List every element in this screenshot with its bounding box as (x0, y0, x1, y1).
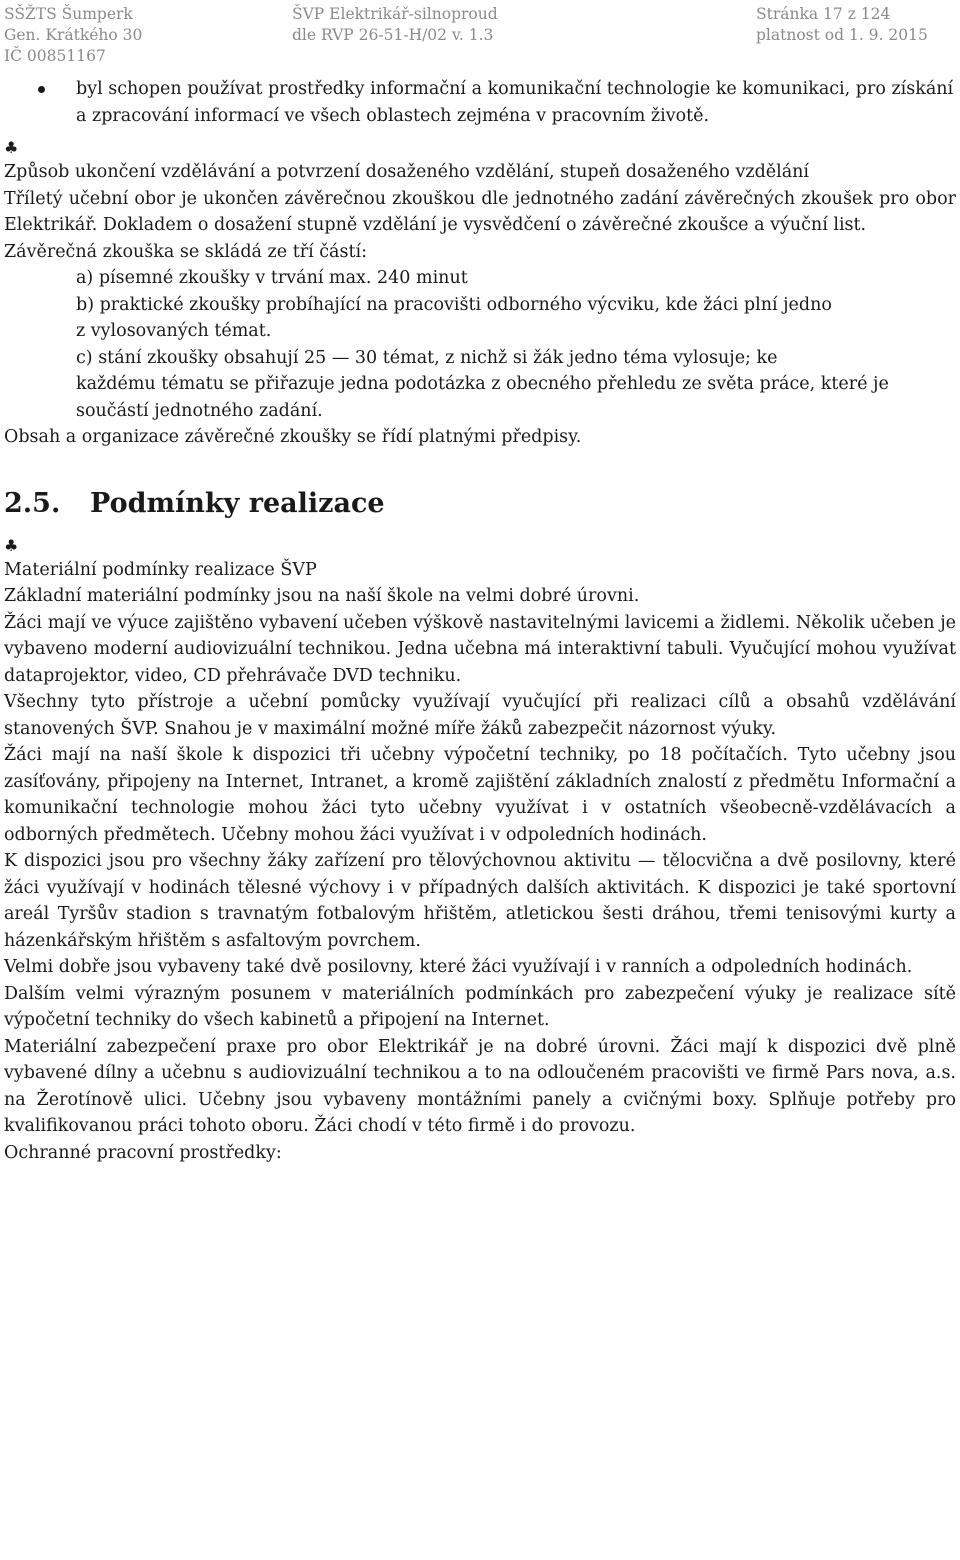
paragraph: Všechny tyto přístroje a učební pomůcky využívají vyučující při realizaci cílů a obsahů vzdělávání stanovených ŠVP. Snahou je v maximální možné míře žáků zabezpečit názornost výuky. (4, 692, 956, 739)
paragraph: Velmi dobře jsou vybaveny také dvě posilovny, které žáci využívají i v ranních a odpoledních hodinách. (4, 957, 913, 977)
header-program-name: ŠVP Elektrikář-silnoproud (292, 5, 498, 23)
exam-regulations: Obsah a organizace závěrečné zkoušky se řídí platnými předpisy. (4, 427, 582, 447)
protective-equipment-title: Ochranné pracovní prostředky: (4, 1142, 282, 1163)
bullet-item (4, 76, 956, 129)
paragraph: Materiální zabezpečení praxe pro obor Elektrikář je na dobré úrovni. Žáci mají k dispozici dvě plně vybavené dílny a učebnu s audiovizuální technikou a to na odloučeném pracovišti ve firmě Pars nova, a.s. na Žerotínově ulici. Učebny jsou vybaveny montážními panely a cvičnými boxy. Splňuje potřeby pro kvalifikovanou práci tohoto oboru. Žáci chodí v této firmě i do provozu. (4, 1036, 956, 1136)
page-header (4, 4, 934, 66)
paragraph: K dispozici jsou pro všechny žáky zařízení pro tělovýchovnou aktivitu — tělocvična a dvě posilovny, které žáci využívají v hodinách tělesné výchovy i v případných dalších aktivitách. K dispozici je také sportovní areál Tyršův stadion s travnatým fotbalovým hřištěm, atletickou šesti dráhou, třemi tenisovými kurty a házenkářským hřištěm s asfaltovým povrchem. (4, 851, 956, 951)
header-validity: platnost od 1. 9. 2015 (756, 26, 928, 44)
section-heading-title: Podmínky realizace (90, 487, 385, 519)
exam-part-c-line2: každému tématu se přiřazuje jedna podotázka z obecného přehledu ze světa práce, které je součástí jednotného zadání. (76, 374, 889, 421)
completion-paragraph: Tříletý učební obor je ukončen závěrečnou zkouškou dle jednotného zadání závěrečných zkoušek pro obor Elektrikář. Dokladem o dosažení stupně vzdělání je vysvědčení o závěrečné zkoušce a výuční list. (4, 188, 956, 235)
header-program-version: dle RVP 26-51-H/02 v. 1.3 (292, 26, 494, 44)
club-suit-icon: ♣ (4, 138, 19, 157)
section-number: 2.5. (4, 487, 61, 519)
document-body (4, 76, 956, 1166)
bullet-text: byl schopen používat prostředky informační a komunikační technologie ke komunikaci, pro získání a zpracování informací ve všech oblastech zejména v pracovním životě. (76, 79, 954, 126)
header-page-number: Stránka 17 z 124 (756, 5, 891, 23)
paragraph: Dalším velmi výrazným posunem v materiálních podmínkách pro zabezpečení výuky je realizace sítě výpočetní techniky do všech kabinetů a připojení na Internet. (4, 983, 956, 1030)
paragraph: Základní materiální podmínky jsou na naší škole na velmi dobré úrovni. (4, 586, 640, 606)
header-page-info (756, 4, 928, 46)
material-conditions-subtitle: Materiální podmínky realizace ŠVP (4, 559, 317, 580)
exam-part-b-line1: b) praktické zkoušky probíhající na pracovišti odborného výcviku, kde žáci plní jedno (76, 294, 832, 315)
header-school-name: SŠŽTS Šumperk (4, 5, 133, 23)
exam-part-a: a) písemné zkoušky v trvání max. 240 minut (76, 268, 468, 288)
bullet-icon (38, 86, 45, 93)
header-school-id: IČ 00851167 (4, 47, 106, 65)
header-school-info (4, 4, 142, 67)
club-suit-icon: ♣ (4, 535, 19, 555)
exam-parts-intro: Závěrečná zkouška se skládá ze tří částí: (4, 241, 367, 262)
paragraph: Žáci mají ve výuce zajištěno vybavení učeben výškově nastavitelnými lavicemi a židlemi. Několik učeben je vybaveno moderní audiovizuální technikou. Jedna učebna má interaktivní tabuli. Vyučující mohou využívat dataprojektor, video, CD přehrávače DVD techniku. (4, 612, 956, 686)
exam-part-b-line2: z vylosovaných témat. (76, 321, 272, 341)
header-program-info (292, 4, 498, 46)
header-school-address: Gen. Krátkého 30 (4, 26, 143, 44)
section-heading (4, 487, 956, 521)
exam-part-c-line1: c) stání zkoušky obsahují 25 — 30 témat, z nichž si žák jedno téma vylosuje; ke (76, 347, 778, 368)
paragraph: Žáci mají na naší škole k dispozici tři učebny výpočetní techniky, po 18 počítačích. Tyto učebny jsou zasíťovány, připojeny na Internet, Intranet, a kromě zajištění základních znalostí z předmětu Informační a komunikační technologie mohou žáci tyto učebny využívat i v ostatních všeobecně-vzdělávacích a odborných předmětech. Učebny mohou žáci využívat i v odpoledních hodinách. (4, 745, 956, 845)
section-title-completion: Způsob ukončení vzdělávání a potvrzení dosaženého vzdělání, stupeň dosaženého vzdělání (4, 162, 810, 182)
